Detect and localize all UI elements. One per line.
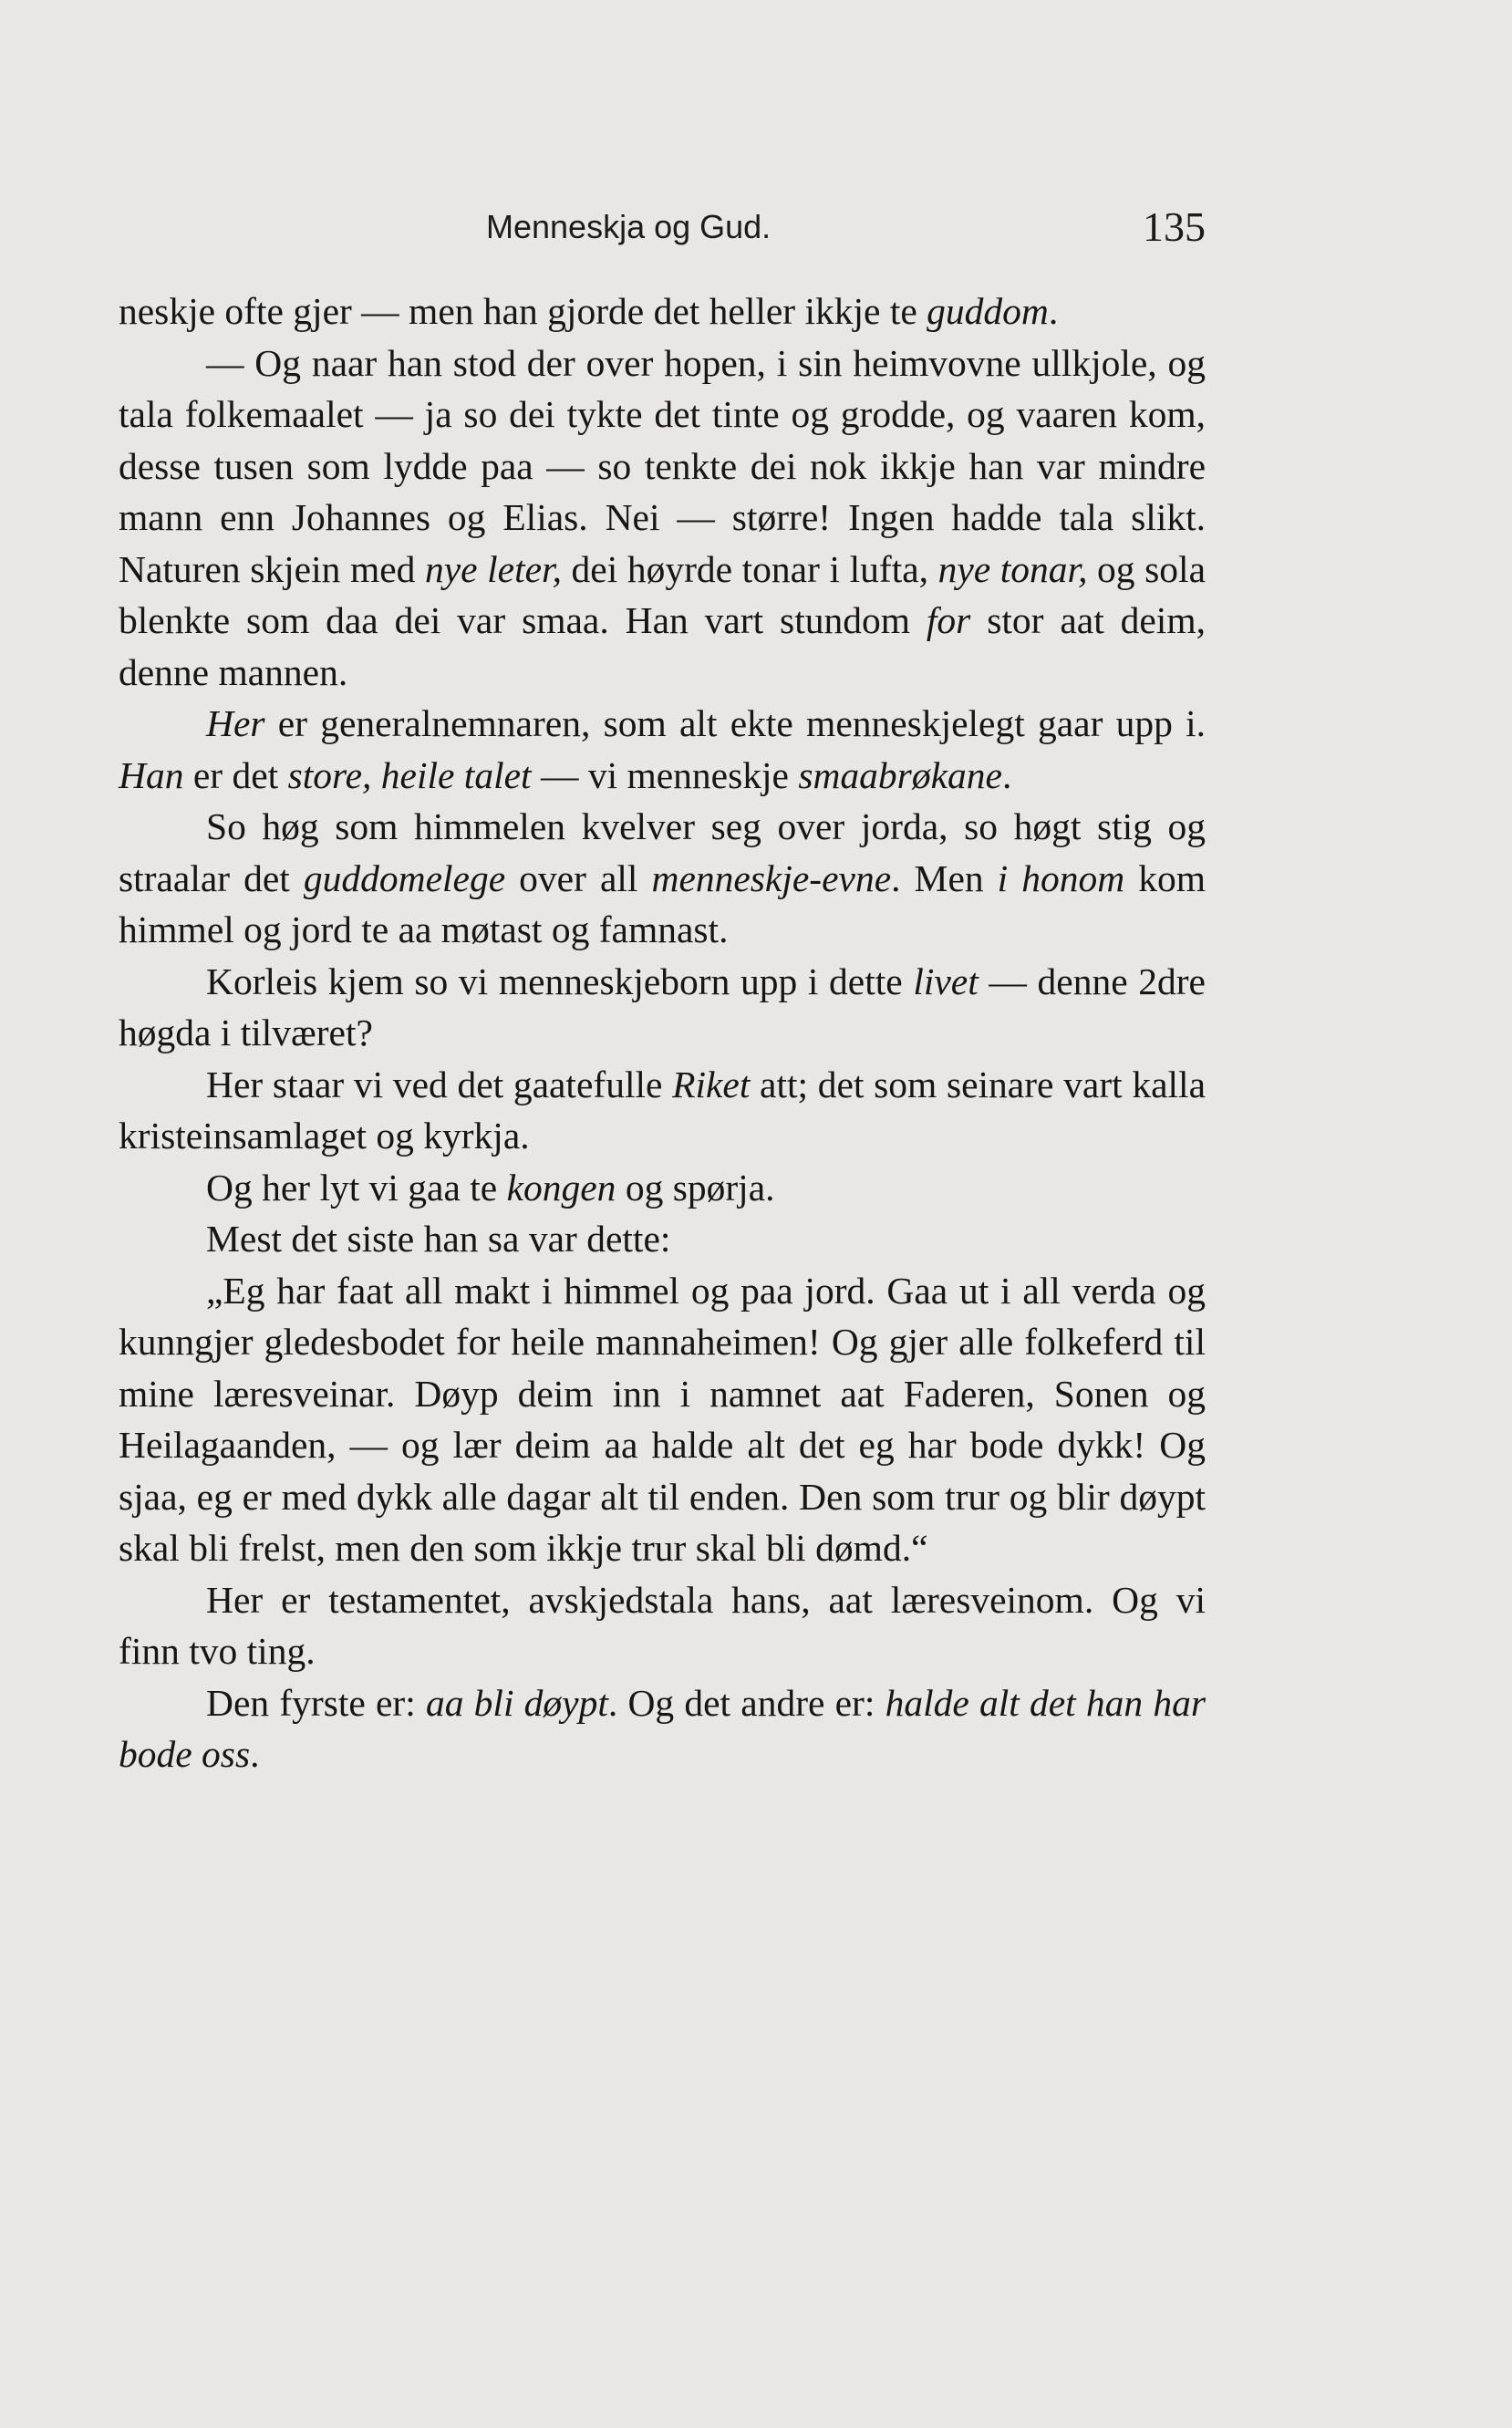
text-run: — vi menneskje	[531, 753, 799, 796]
text-run: kom himmel og jord te aa møtast og famnast.	[119, 856, 1206, 950]
page-header	[119, 202, 1206, 257]
italic-text: aa bli døypt	[425, 1681, 608, 1724]
text-run: att; det som seinare vart kalla kristeinsamlaget og kyrkja.	[119, 1063, 1206, 1157]
text-run: neskje ofte gjer — men han gjorde det heller ikkje te	[119, 290, 927, 332]
text-run: er det	[183, 753, 288, 796]
italic-text: kongen	[506, 1166, 616, 1209]
page-number: 135	[1143, 203, 1206, 250]
text-run: — Og naar han stod der over hopen, i sin heimvovne ullkjole, og tala folkemaalet — ja so dei tykte det tinte og grodde, og vaaren kom, desse tusen som lydde paa — so tenkte dei nok ikkje han var mindre mann enn Johannes og Elias. Nei — større! Ingen hadde tala slikt. Naturen skjein med	[119, 341, 1206, 590]
paragraph	[119, 1574, 1206, 1677]
italic-text: guddom	[927, 290, 1049, 332]
text-run: .	[1001, 753, 1012, 796]
paragraph	[119, 1677, 1206, 1780]
italic-text: guddomelege	[303, 856, 506, 899]
body-text	[119, 285, 1206, 1780]
italic-text: nye tonar,	[937, 547, 1088, 590]
text-run: „Eg har faat all makt i himmel og paa jord. Gaa ut i all verda og kunngjer gledesbodet for heile mannaheimen! Og gjer alle folkeferd til mine læresveinar. Døyp deim inn i namnet aat Faderen, Sonen og Heilagaanden, — og lær deim aa halde alt det eg har bode dykk! Og sjaa, eg er med dykk alle dagar alt til enden. Den som trur og blir døypt skal bli frelst, men den som ikkje trur skal bli dømd.“	[119, 1269, 1206, 1569]
text-run: Korleis kjem so vi menneskjeborn upp i dette	[206, 960, 914, 1002]
italic-text: Riket	[672, 1063, 751, 1105]
text-run: og spørja.	[616, 1166, 775, 1209]
italic-text: Her	[206, 702, 265, 744]
text-run: .	[1048, 290, 1059, 332]
italic-text: halde alt det han har bode oss	[119, 1681, 1206, 1775]
paragraph	[119, 698, 1206, 801]
text-run: Mest det siste han sa var dette:	[206, 1218, 671, 1260]
paragraph	[119, 1059, 1206, 1162]
italic-text: for	[926, 599, 971, 641]
paragraph	[119, 1265, 1206, 1574]
text-run: dei høyrde tonar i lufta,	[561, 547, 938, 590]
italic-text: nye leter,	[424, 547, 562, 590]
text-run: Her staar vi ved det gaatefulle	[206, 1063, 673, 1105]
text-run: er generalnemnaren, som alt ekte menneskjelegt gaar upp i.	[264, 702, 1206, 744]
text-run: og sola blenkte som daa dei var smaa. Han vart stundom	[119, 547, 1206, 641]
paragraph	[119, 801, 1206, 956]
italic-text: i honom	[997, 856, 1125, 899]
paragraph	[119, 1162, 1206, 1214]
paragraph	[119, 956, 1206, 1059]
text-run: . Og det andre er:	[607, 1681, 885, 1724]
text-run: So høg som himmelen kvelver seg over jorda, so høgt stig og straalar det	[119, 805, 1206, 899]
italic-text: menneskje-evne	[651, 856, 892, 899]
running-head: Menneskja og Gud.	[486, 208, 772, 245]
paragraph	[119, 337, 1206, 699]
text-run: Og her lyt vi gaa te	[206, 1166, 507, 1209]
text-run: Den fyrste er:	[206, 1681, 426, 1724]
italic-text: livet	[913, 960, 979, 1002]
italic-text: store, heile talet	[287, 753, 532, 796]
paragraph	[119, 1213, 1206, 1265]
italic-text: smaabrøkane	[798, 753, 1002, 796]
text-run: .	[250, 1733, 260, 1775]
paragraph	[119, 285, 1206, 337]
text-run: Her er testamentet, avskjedstala hans, aat læresveinom. Og vi finn tvo ting.	[119, 1578, 1206, 1672]
italic-text: Han	[119, 753, 184, 796]
text-run: over all	[505, 856, 652, 899]
text-run: — denne 2dre høgda i tilværet?	[119, 960, 1206, 1053]
text-run: . Men	[891, 856, 998, 899]
text-run: stor aat deim, denne mannen.	[119, 599, 1206, 693]
